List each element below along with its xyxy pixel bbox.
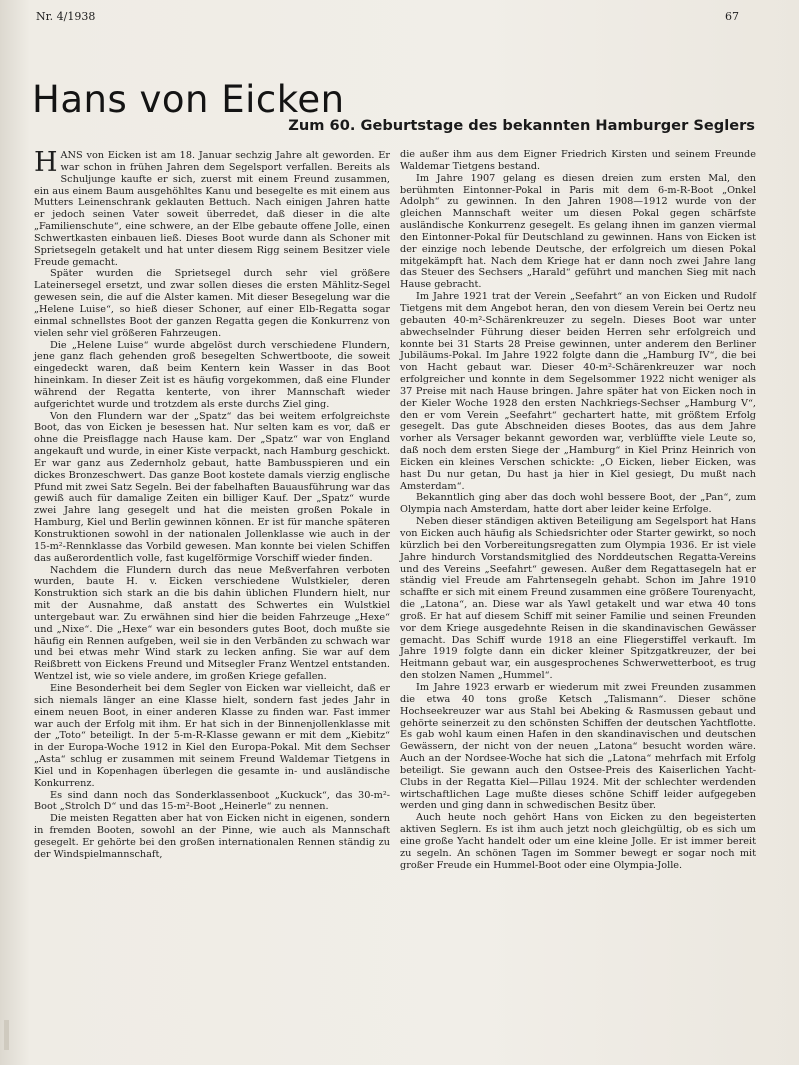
article-subtitle: Zum 60. Geburtstage des bekannten Hamburger Seglers (288, 117, 755, 134)
paragraph: Die meisten Regatten aber hat von Eicken nicht in eigenen, sondern in fremden Booten, sowohl an der Pinne, wie auch als Mannschaft gesegelt. Er gehörte bei den großen internationalen Rennen ständig zu der Windspielmannschaft, (34, 813, 390, 860)
paragraph: Es sind dann noch das Sonderklassenboot „Kuckuck“, das 30-m²-Boot „Strolch D“ und das 15-m²-Boot „Heinerle“ zu nennen. (34, 789, 390, 813)
paragraph: die außer ihm aus dem Eigner Friedrich Kirsten und seinem Freunde Waldemar Tietgens bestand. (400, 149, 756, 172)
dropcap: H (34, 147, 58, 178)
right-column (400, 149, 756, 871)
left-column (34, 147, 390, 861)
page-number: 67 (725, 10, 739, 23)
paragraph: Nachdem die Flundern durch das neue Meßverfahren verboten wurden, baute H. v. Eicken verschiedene Wulstkieler, deren Konstruktion sich stark an die bis dahin üblichen Flundern hielt, nur mit der Ausnahme, daß anstatt des Schwertes ein Wulstkiel untergebaut war. Zu erwähnen sind hier die beiden Fahrzeuge „Hexe“ und „Nixe“. Die „Hexe“ war ein besonders gutes Boot, doch mußte sie häufig ein Rennen aufgeben, weil sie in den Verbänden zu schwach war und bei etwas mehr Wind stark zu lecken anfing. Sie war auf dem Reißbrett von Eickens Freund und Mitsegler Franz Wentzel entstanden. Wentzel ist, wie so viele andere, im großen Kriege gefallen. (34, 564, 390, 683)
running-head (36, 10, 739, 26)
article-title: Hans von Eicken (32, 78, 345, 121)
paragraph: Neben dieser ständigen aktiven Beteiligung am Segelsport hat Hans von Eicken auch häufig als Schiedsrichter oder Starter gewirkt, so noch kürzlich bei den Vorbereitungsregatten zum Olympia 1936. Er ist viele Jahre hindurch Vorstandsmitglied des Norddeutschen Regatta-Vereins und des Vereins „Seefahrt“ gewesen. Außer dem Regattasegeln hat er ständig viel Freude am Fahrtensegeln gehabt. Schon im Jahre 1910 schaffte er sich mit einem Freund zusammen eine größere Tourenyacht, die „Latona“, an. Diese war als Yawl getakelt und war etwa 40 tons groß. Er hat auf diesem Schiff mit seiner Familie und seinen Freunden vor dem Kriege ausgedehnte Reisen in die skandinavischen Gewässer gemacht. Das Schiff wurde 1918 an eine Fliegerstiffel verkauft. Im Jahre 1919 folgte dann ein dicker kleiner Spitzgatkreuzer, der bei Heitmann gebaut war, ein ausgesprochenes Schwerwetterboot, es trug den stolzen Namen „Hummel“. (400, 516, 756, 682)
paragraph: Eine Besonderheit bei dem Segler von Eicken war vielleicht, daß er sich niemals länger an eine Klasse hielt, sondern fast jedes Jahr in einem neuen Boot, in einer anderen Klasse zu finden war. Fast immer war auch der Erfolg mit ihm. Er hat sich in der Binnenjollenklasse mit der „Toto“ beteiligt. In der 5-m-R-Klasse gewann er mit dem „Kiebitz“ in der Europa-Woche 1912 in Kiel den Europa-Pokal. Mit dem Sechser „Asta“ schlug er zusammen mit seinem Freund Waldemar Tietgens in Kiel und in Kopenhagen überlegen die gesamte in- und ausländische Konkurrenz. (34, 682, 390, 789)
issue-number: Nr. 4/1938 (36, 10, 96, 23)
paragraph: Später wurden die Sprietsegel durch sehr viel größere Lateinersegel ersetzt, und zwar sollen dieses die ersten Mählitz-Segel gewesen sein, die auf die Alster kamen. Mit dieser Besegelung war die „Helene Luise“, so hieß dieser Schoner, auf einer Elb-Regatta sogar einmal schnellstes Boot der ganzen Regatta gegen die Konkurrenz von vielen sehr viel größeren Fahrzeugen. (34, 268, 390, 339)
paragraph: Die „Helene Luise“ wurde abgelöst durch verschiedene Flundern, jene ganz flach gehenden groß besegelten Schwertboote, die soweit eingedeckt waren, daß beim Kentern kein Wasser in das Boot hineinkam. In dieser Zeit ist es häufig vorgekommen, daß eine Flunder während der Regatta kenterte, von ihrer Mannschaft wieder aufgerichtet wurde und trotzdem als erste durchs Ziel ging. (34, 339, 390, 410)
paragraph: Im Jahre 1907 gelang es diesen dreien zum ersten Mal, den berühmten Eintonner-Pokal in Paris mit dem 6-m-R-Boot „Onkel Adolph“ zu gewinnen. In den Jahren 1908—1912 wurde von der gleichen Mannschaft weiter um diesen Pokal gegen schärfste ausländische Konkurrenz gesegelt. Es gelang ihnen im ganzen viermal den Eintonner-Pokal für Deutschland zu gewinnen. Hans von Eicken ist der einzige noch lebende Deutsche, der erfolgreich um diesen Pokal mitgekämpft hat. Nach dem Kriege hat er dann noch zwei Jahre lang das Steuer des Sechsers „Harald“ geführt und manchen Sieg mit nach Hause gebracht. (400, 172, 756, 291)
paragraph-text: ANS von Eicken ist am 18. Januar sechzig Jahre alt geworden. Er war schon in frühen Jahren dem Segelsport verfallen. Bereits als Schuljunge kaufte er sich, zuerst mit einem Freund zusammen, ein aus einem Baum ausgehöhltes Kanu und besegelte es mit einem aus Mutters Leinenschrank geklauten Bettuch. Nach einigen Jahren hatte er jedoch seinen Vater soweit überredet, daß dieser in die alte „Familienschute“, eine schwere, an der Elbe gebaute offene Jolle, einen Schwertkasten einbauen ließ. Dieses Boot wurde dann als Schoner mit Sprietsegeln getakelt und hat unter diesem Rigg seinem Besitzer viele Freude gemacht. (34, 150, 390, 268)
paragraph: Auch heute noch gehört Hans von Eicken zu den begeisterten aktiven Seglern. Es ist ihm auch jetzt noch gleichgültig, ob es sich um eine große Yacht handelt oder um eine kleine Jolle. Er ist immer bereit zu segeln. An schönen Tagen im Sommer bewegt er sogar noch mit großer Freude ein Hummel-Boot oder eine Olympia-Jolle. (400, 812, 756, 871)
binding-shadow (4, 1020, 9, 1050)
paragraph (34, 147, 390, 268)
paragraph: Im Jahre 1923 erwarb er wiederum mit zwei Freunden zusammen die etwa 40 tons große Ketsch „Talismann“. Dieser schöne Hochseekreuzer war aus Stahl bei Abeking & Rasmussen gebaut und gehörte seinerzeit zu den schönsten Schiffen der deutschen Yachtflotte. Es gab wohl kaum einen Hafen in den skandinavischen und deutschen Gewässern, der nicht von der neuen „Latona“ besucht worden wäre. Auch an der Nordsee-Woche hat sich die „Latona“ mehrfach mit Erfolg beteiligt. Sie gewann auch den Ostsee-Preis des Kaiserlichen Yacht-Clubs in der Regatta Kiel—Pillau 1924. Mit der schlechter werdenden wirtschaftlichen Lage mußte dieses schöne Schiff leider aufgegeben werden und ging dann in schwedischen Besitz über. (400, 681, 756, 812)
paragraph: Von den Flundern war der „Spatz“ das bei weitem erfolgreichste Boot, das von Eicken je besessen hat. Nur selten kam es vor, daß er ohne die Preisflagge nach Hause kam. Der „Spatz“ war von England angekauft und wurde, in einer Kiste verpackt, nach Hamburg geschickt. Er war ganz aus Zedernholz gebaut, hatte Bambusspieren und ein dickes Bronzeschwert. Das ganze Boot kostete damals vierzig englische Pfund mit zwei Satz Segeln. Bei der fabelhaften Bauausführung war das gewiß auch für damalige Zeiten ein billiger Kauf. Der „Spatz“ wurde zwei Jahre lang gesegelt und hat die meisten großen Pokale in Hamburg, Kiel und Berlin gewinnen können. Er ist für manche späteren Konstruktionen sowohl in der nationalen Jollenklasse wie auch in der 15-m²-Rennklasse das Vorbild gewesen. Man konnte bei vielen Schiffen das außerordentlich volle, fast kugelförmige Vorschiff wieder finden. (34, 410, 390, 564)
paragraph: Bekanntlich ging aber das doch wohl bessere Boot, der „Pan“, zum Olympia nach Amsterdam, hatte dort aber leider keine Erfolge. (400, 492, 756, 516)
paragraph: Im Jahre 1921 trat der Verein „Seefahrt“ an von Eicken und Rudolf Tietgens mit dem Angebot heran, den von diesem Verein bei Oertz neu gebauten 40-m²-Schärenkreuzer zu segeln. Dieses Boot war unter abwechselnder Führung dieser beiden Herren sehr erfolgreich und konnte bei 31 Starts 28 Preise gewinnen, unter anderem den Berliner Jubiläums-Pokal. Im Jahre 1922 folgte dann die „Hamburg IV“, die bei von Hacht gebaut war. Dieser 40-m²-Schärenkreuzer war noch erfolgreicher und konnte in dem Segelsommer 1922 nicht weniger als 37 Preise mit nach Hause bringen. Jahre später hat von Eicken noch in der Kieler Woche 1928 den ersten Nachkriegs-Sechser „Hamburg V“, den er vom Verein „Seefahrt“ gechartert hatte, mit größtem Erfolg gesegelt. Das gute Abschneiden dieses Bootes, das aus dem Jahre vorher als Versager bekannt geworden war, verblüffte viele Leute so, daß noch dem ersten Siege der „Hamburg“ in Kiel Prinz Heinrich von Eicken ein kleines Verschen schickte: „O Eicken, lieber Eicken, was hast Du nur getan, Du hast ja hier in Kiel gesiegt, Du mußt nach Amsterdam“. (400, 291, 756, 492)
